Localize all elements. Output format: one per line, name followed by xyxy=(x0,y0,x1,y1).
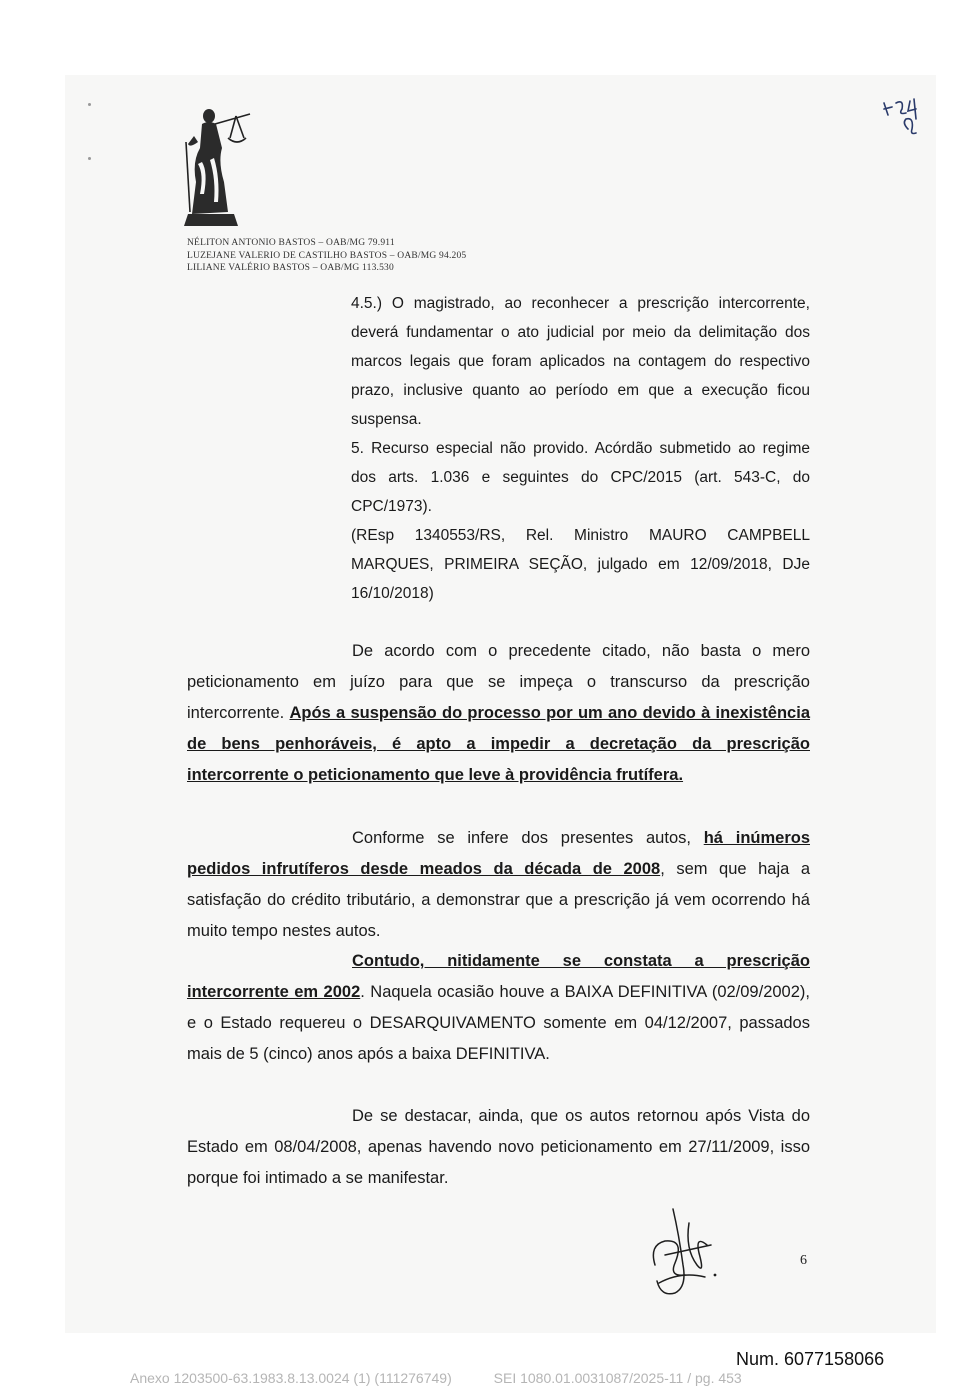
emphasized-text: Após a suspensão do processo por um ano devido à inexistência de bens penhoráveis, é apto a impedir a decretação da prescrição intercorrente o peticionamento que leve à providência frutífera. xyxy=(187,704,810,784)
body-paragraph xyxy=(187,823,810,947)
footer-annex: Anexo 1203500-63.1983.8.13.0024 (1) (111276749) xyxy=(130,1370,452,1386)
paragraph-text: , sem que haja a satisfação do crédito tributário, a demonstrar que a prescrição já vem ocorrendo há muito tempo nestes autos. xyxy=(187,860,810,940)
scan-speck xyxy=(88,103,91,106)
quote-citation: (REsp 1340553/RS, Rel. Ministro MAURO CAMPBELL MARQUES, PRIMEIRA SEÇÃO, julgado em 12/09/2018, DJe 16/10/2018) xyxy=(351,527,810,602)
quote-paragraph: 4.5.) O magistrado, ao reconhecer a prescrição intercorrente, deverá fundamentar o ato judicial por meio da delimitação dos marcos legais que foram aplicados na contagem do respectivo prazo, inclusive quanto ao período em que a execução ficou suspensa. xyxy=(351,295,810,428)
paragraph-text: Conforme se infere dos presentes autos, xyxy=(352,829,704,847)
emphasized-text: há inúmeros pedidos infrutíferos desde meados da década de 2008 xyxy=(187,829,810,878)
scan-speck xyxy=(88,157,91,160)
signature xyxy=(645,1205,725,1300)
paragraph-text: De se destacar, ainda, que os autos retornou após Vista do Estado em 08/04/2008, apenas havendo novo peticionamento em 27/11/2009, isso porque foi intimado a se manifestar. xyxy=(187,1107,810,1187)
body-paragraph xyxy=(187,636,810,791)
page-number: 6 xyxy=(800,1253,807,1268)
body-paragraph xyxy=(187,1101,810,1194)
paragraph-text: . Naquela ocasião houve a BAIXA DEFINITIVA (02/09/2002), e o Estado requereu o DESARQUIVAMENTO somente em 04/12/2007, passados mais de 5 (cinco) anos após a baixa DEFINITIVA. xyxy=(187,983,810,1063)
quote-paragraph: 5. Recurso especial não provido. Acórdão submetido ao regime dos arts. 1.036 e seguintes do CPC/2015 (art. 543-C, do CPC/1973). xyxy=(351,440,810,515)
jurisprudence-quote xyxy=(351,289,810,608)
handwritten-page-mark xyxy=(880,95,930,145)
lawyers-header xyxy=(187,237,466,275)
lawyer-line: NÉLITON ANTONIO BASTOS – OAB/MG 79.911 xyxy=(187,238,395,248)
lawyer-line: LUZEJANE VALERIO DE CASTILHO BASTOS – OAB/MG 94.205 xyxy=(187,250,467,261)
lawyer-line: LILIANE VALÉRIO BASTOS – OAB/MG 113.530 xyxy=(187,263,394,273)
footer-stamp xyxy=(130,1370,780,1386)
paragraph-text: De acordo com o precedente citado, não basta o mero peticionamento em juízo para que se impeça o transcurso da prescrição intercorrente. xyxy=(187,642,810,722)
emphasized-text: Contudo, nitidamente se constata a prescrição intercorrente em 2002 xyxy=(187,952,810,1001)
document-number: Num. 6077158066 xyxy=(736,1349,885,1369)
body-paragraph xyxy=(187,946,810,1070)
lady-justice-icon xyxy=(178,102,258,230)
footer-sei: SEI 1080.01.0031087/2025-11 / pg. 453 xyxy=(493,1370,742,1386)
